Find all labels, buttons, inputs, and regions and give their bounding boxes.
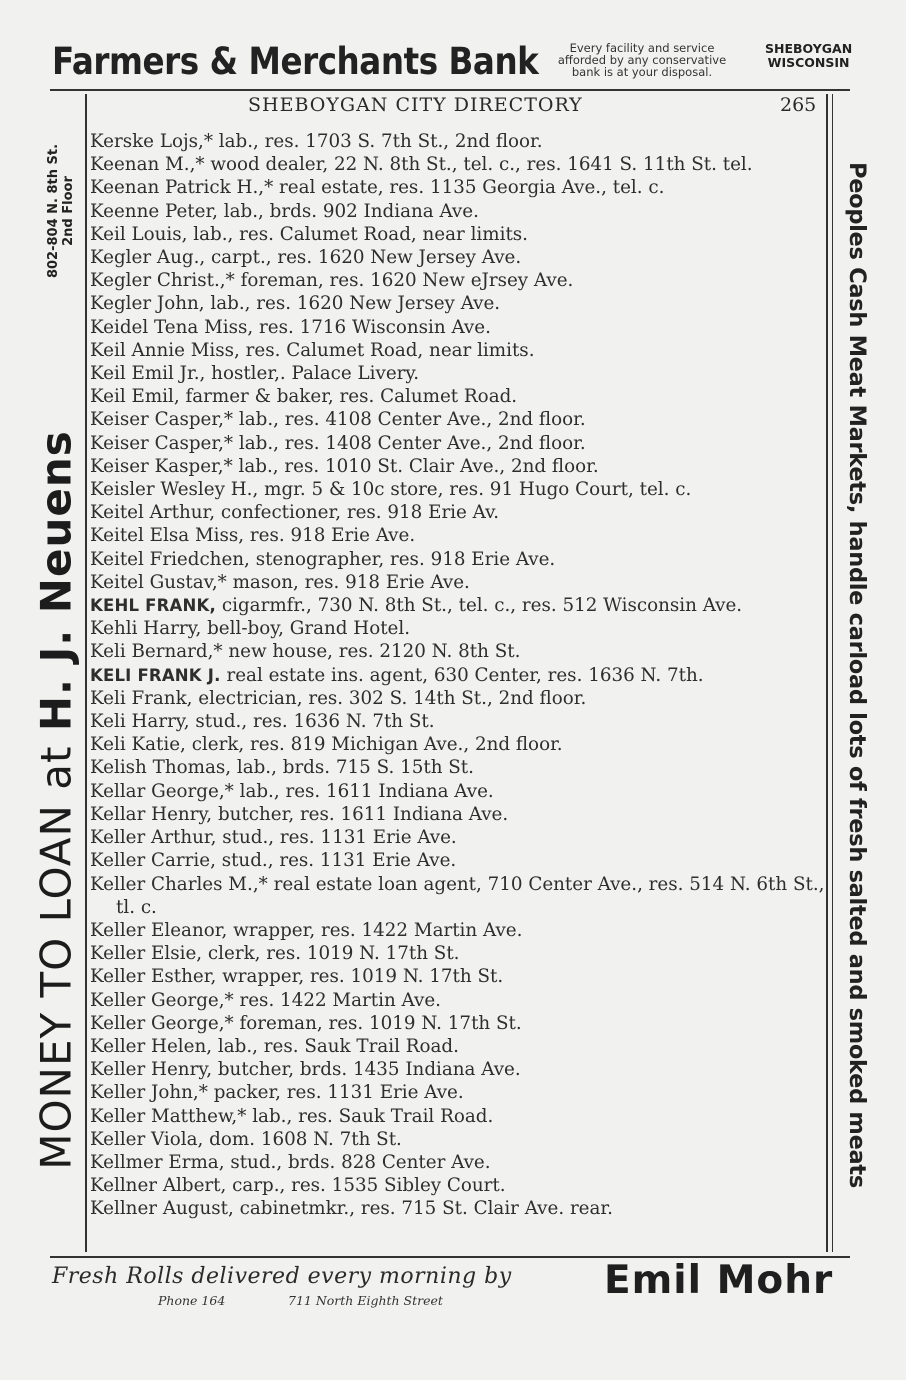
entry-name: Keli Frank, [90, 687, 199, 709]
directory-entry [90, 919, 826, 942]
directory-entry [90, 339, 826, 362]
entry-details: clerk, res. 819 Michigan Ave., 2nd floor. [191, 734, 563, 756]
entry-name: Keenan Patrick H.,* [90, 177, 280, 199]
right-column-rule [826, 94, 828, 1252]
entry-details: real estate ins. agent, 630 Center, res. 1636 N. 7th. [226, 664, 704, 686]
footer-address: 711 North Eighth Street [288, 1293, 443, 1308]
entry-name: Keller Matthew,* [90, 1105, 253, 1127]
directory-entry [90, 200, 826, 223]
directory-entry [90, 1151, 826, 1174]
directory-entry [90, 292, 826, 315]
entry-name: Keitel Arthur, [90, 502, 221, 524]
entry-details: butcher, brds. 1435 Indiana Ave. [217, 1059, 521, 1081]
entry-name: Kehli Harry, [90, 618, 208, 640]
entry-details: stud., brds. 828 Center Ave. [230, 1151, 491, 1173]
footer-business-name: Emil Mohr [604, 1258, 834, 1303]
directory-entry [90, 362, 826, 385]
entry-name: Keller Viola, [90, 1128, 210, 1150]
directory-entry [90, 873, 826, 919]
entry-name: Kellner August, [90, 1198, 240, 1220]
entry-name: Keiser Kasper,* [90, 455, 239, 477]
directory-entry [90, 1128, 826, 1151]
entry-name: Keenne Peter, [90, 200, 224, 222]
entry-name: KEHL FRANK, [90, 596, 222, 616]
bank-slogan-line: Every facility and service [569, 41, 715, 55]
directory-entry [90, 571, 826, 594]
entry-details: cigarmfr., 730 N. 8th St., tel. c., res. 512 Wisconsin Ave. [221, 595, 743, 617]
entry-name: Keil Annie Miss, [90, 339, 246, 361]
directory-entry [90, 153, 826, 176]
entry-name: Keil Louis, [90, 223, 194, 245]
entry-name: Keitel Friedchen, [90, 548, 256, 570]
entry-details: dom. 1608 N. 7th St. [209, 1128, 402, 1150]
entry-details: confectioner, res. 918 Erie Av. [220, 502, 500, 524]
entry-details: packer, res. 1131 Erie Ave. [213, 1082, 464, 1104]
directory-listings [90, 130, 826, 1221]
entry-details: lab., res. Sauk Trail Road. [217, 1035, 459, 1057]
directory-entry [90, 687, 826, 710]
directory-entry [90, 269, 826, 292]
entry-details: bell-boy, Grand Hotel. [207, 618, 411, 640]
entry-details: res. 1716 Wisconsin Ave. [259, 316, 491, 338]
directory-entry [90, 1105, 826, 1128]
entry-details: lab., res. Calumet Road, near limits. [193, 223, 528, 245]
entry-details: real estate loan agent, 710 Center Ave., res. 514 N. 6th St., tl. c. [116, 873, 825, 918]
entry-details: carpt., res. 1620 New Jersey Ave. [211, 247, 522, 269]
bank-slogan-line: bank is at your disposal. [571, 65, 713, 79]
directory-entry [90, 1035, 826, 1058]
entry-name: Kellar Henry, [90, 803, 218, 825]
entry-details: stud., res. 1131 Erie Ave. [221, 850, 457, 872]
directory-entry [90, 710, 826, 733]
directory-entry [90, 756, 826, 779]
entry-details: foreman, res. 1620 New eJrsey Ave. [240, 270, 574, 292]
money-to-loan-text: MONEY TO LOAN at [31, 731, 81, 1170]
directory-entry [90, 780, 826, 803]
entry-details: res. 1422 Martin Ave. [239, 989, 441, 1011]
directory-entry [90, 965, 826, 988]
entry-name: Keller Henry, [90, 1059, 218, 1081]
entry-name: Keller Eleanor, [90, 919, 234, 941]
entry-name: Kellmer Erma, [90, 1151, 231, 1173]
entry-details: lab., res. 1620 New Jersey Ave. [210, 293, 501, 315]
loan-address-line: 802-804 N. 8th St. [46, 143, 61, 279]
entry-name: Keller Esther, [90, 966, 223, 988]
directory-entry [90, 501, 826, 524]
entry-name: Keli Bernard,* [90, 641, 229, 663]
entry-details: cabinetmkr., res. 715 St. Clair Ave. rear. [239, 1198, 613, 1220]
directory-entry [90, 942, 826, 965]
entry-details: lab., res. 1703 S. 7th St., 2nd floor. [218, 131, 543, 152]
footer-phone: Phone 164 [158, 1293, 226, 1308]
money-to-loan-advertisement [27, 330, 85, 1270]
entry-name: Keidel Tena Miss, [90, 316, 260, 338]
directory-entry [90, 524, 826, 547]
bank-city-line: SHEBOYGAN [765, 41, 853, 56]
entry-name: Keller Elsie, [90, 943, 208, 965]
entry-name: Keiser Casper,* [90, 409, 239, 431]
directory-entry [90, 548, 826, 571]
page-number: 265 [780, 94, 817, 116]
entry-details: res. 918 Erie Ave. [249, 525, 416, 547]
entry-name: Kellner Albert, [90, 1175, 233, 1197]
directory-entry [90, 733, 826, 756]
entry-name: Keli Harry, [90, 711, 196, 733]
entry-details: wrapper, res. 1019 N. 17th St. [222, 966, 504, 988]
entry-details: res. Calumet Road, near limits. [245, 339, 535, 361]
meat-market-text: Peoples Cash Meat Markets, handle carload lots of fresh salted and smoked meats [844, 162, 870, 1188]
entry-details: hostler,. Palace Livery. [211, 363, 420, 385]
entry-name: Keiser Casper,* [90, 432, 239, 454]
entry-details: stud., res. 1131 Erie Ave. [222, 827, 457, 849]
entry-name: Keisler Wesley H., [90, 479, 265, 501]
entry-name: Kellar George,* [90, 780, 240, 802]
directory-entry [90, 1058, 826, 1081]
loan-office-address [41, 96, 81, 326]
loan-floor-line: 2nd Floor [61, 176, 76, 246]
directory-entry [90, 826, 826, 849]
bank-city [765, 42, 852, 70]
entry-details: lab., res. 1010 St. Clair Ave., 2nd floor. [238, 455, 599, 477]
entry-name: Kegler John, [90, 293, 211, 315]
directory-entry [90, 803, 826, 826]
lender-name: H. J. Neuens [31, 430, 81, 732]
directory-entry [90, 246, 826, 269]
entry-name: Kelish Thomas, [90, 757, 237, 779]
entry-details: clerk, res. 1019 N. 17th St. [207, 943, 460, 965]
entry-details: lab., brds. 902 Indiana Ave. [223, 200, 479, 222]
entry-details: new house, res. 2120 N. 8th St. [228, 641, 521, 663]
directory-entry [90, 455, 826, 478]
entry-name: Keenan M.,* [90, 154, 211, 176]
directory-entry [90, 1081, 826, 1104]
meat-market-advertisement [836, 96, 878, 1254]
entry-name: Keitel Gustav,* [90, 571, 233, 593]
entry-details: stenographer, res. 918 Erie Ave. [255, 548, 556, 570]
entry-name: Keller Carrie, [90, 850, 222, 872]
entry-details: wrapper, res. 1422 Martin Ave. [233, 919, 523, 941]
directory-entry [90, 385, 826, 408]
directory-entry [90, 640, 826, 663]
entry-details: farmer & baker, res. Calumet Road. [185, 386, 518, 408]
directory-entry [90, 1012, 826, 1035]
entry-details: butcher, res. 1611 Indiana Ave. [217, 803, 509, 825]
directory-entry [90, 176, 826, 199]
entry-name: Kegler Aug., [90, 247, 212, 269]
bank-state-line: WISCONSIN [767, 55, 850, 70]
entry-name: Keller Arthur, [90, 827, 223, 849]
directory-entry [90, 849, 826, 872]
directory-entry [90, 594, 826, 617]
header-advertisement [0, 36, 906, 92]
entry-name: Kerske Lojs,* [90, 131, 219, 152]
entry-details: mason, res. 918 Erie Ave. [232, 571, 470, 593]
entry-name: Keil Emil, [90, 386, 186, 408]
entry-name: Keller Helen, [90, 1035, 218, 1057]
entry-details: electrician, res. 302 S. 14th St., 2nd floor. [198, 687, 587, 709]
entry-name: Keller Charles M.,* [90, 873, 274, 895]
directory-title: SHEBOYGAN CITY DIRECTORY [248, 94, 583, 116]
directory-entry [90, 130, 826, 153]
entry-details: wood dealer, 22 N. 8th St., tel. c., res. 1641 S. 11th St. tel. [210, 154, 753, 176]
entry-name: KELI FRANK J. [90, 665, 227, 685]
entry-details: mgr. 5 & 10c store, res. 91 Hugo Court, tel. c. [264, 479, 692, 501]
bank-slogan-line: afforded by any conservative [557, 53, 727, 67]
directory-entry [90, 664, 826, 687]
entry-name: Keller George,* [90, 1012, 240, 1034]
bank-slogan [534, 42, 750, 78]
directory-entry [90, 223, 826, 246]
left-column-rule [85, 94, 87, 1252]
right-column-rule-inner [832, 94, 833, 1252]
entry-details: lab., res. 1408 Center Ave., 2nd floor. [238, 432, 586, 454]
entry-name: Keil Emil Jr., [90, 363, 212, 385]
bank-name: Farmers & Merchants Bank [52, 40, 539, 83]
directory-entry [90, 478, 826, 501]
directory-entry [90, 1197, 826, 1220]
entry-name: Keitel Elsa Miss, [90, 525, 250, 547]
directory-entry [90, 989, 826, 1012]
entry-details: carp., res. 1535 Sibley Court. [232, 1175, 506, 1197]
entry-name: Kegler Christ.,* [90, 270, 241, 292]
directory-entry [90, 1174, 826, 1197]
entry-details: lab., res. Sauk Trail Road. [252, 1105, 494, 1127]
entry-name: Keller John,* [90, 1082, 214, 1104]
directory-entry [90, 617, 826, 640]
entry-details: lab., res. 1611 Indiana Ave. [239, 780, 494, 802]
entry-details: foreman, res. 1019 N. 17th St. [239, 1012, 522, 1034]
entry-details: lab., brds. 715 S. 15th St. [236, 757, 474, 779]
footer-slogan: Fresh Rolls delivered every morning by [52, 1264, 512, 1289]
directory-entry [90, 432, 826, 455]
header-divider [50, 89, 850, 91]
directory-entry [90, 408, 826, 431]
directory-entry [90, 316, 826, 339]
entry-details: stud., res. 1636 N. 7th St. [195, 711, 435, 733]
entry-name: Keller George,* [90, 989, 240, 1011]
entry-name: Keli Katie, [90, 734, 192, 756]
entry-details: real estate, res. 1135 Georgia Ave., tel. c. [279, 177, 665, 199]
entry-details: lab., res. 4108 Center Ave., 2nd floor. [238, 409, 586, 431]
